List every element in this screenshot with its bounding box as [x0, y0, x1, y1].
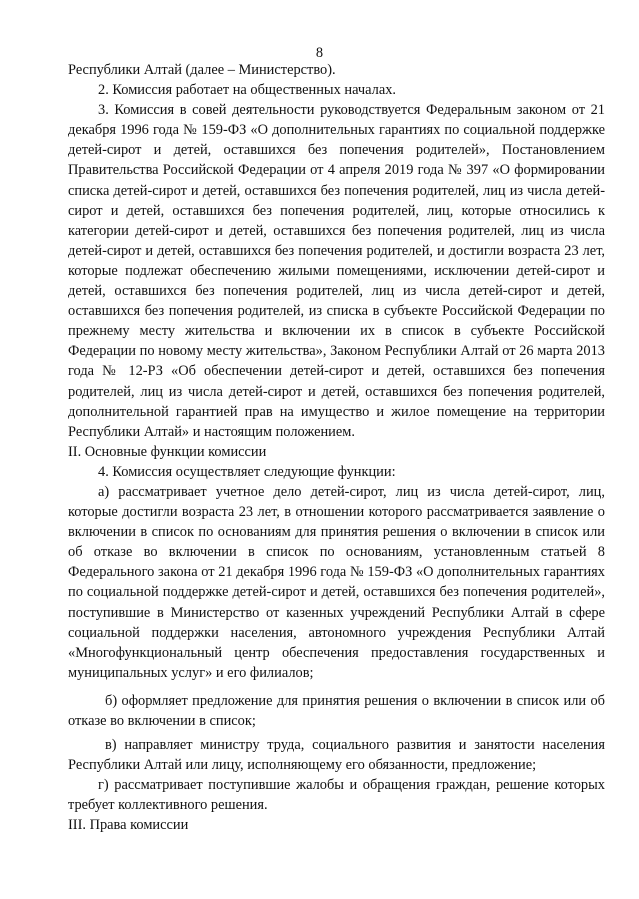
document-body: [68, 60, 605, 836]
paragraph-intro-continuation: Республики Алтай (далее – Министерство).: [68, 62, 336, 78]
paragraph-4-v: в) направляет министру труда, социального развития и занятости населения Республики Алтай или лицу, исполняющему его обязанности, предложение;: [68, 737, 605, 774]
section-2-heading: II. Основные функции комиссии: [68, 443, 267, 460]
paragraph-2: 2. Комиссия работает на общественных началах.: [98, 82, 397, 99]
paragraph-4-a: а) рассматривает учетное дело детей-сирот, лиц из числа детей-сирот, лиц, которые достигли возраста 23 лет, в отношении которого рассматривается заявление о включении в список по основаниям для принятия решения о включении в список или об отказе во включении в список по основаниям, установленным статьей 8 Федерального закона от 21 декабря 1996 года № 159-ФЗ «О дополнительных гарантиях по социальной поддержке детей-сирот и детей, оставшихся без попечения родителей», поступившие в Министерство от казенных учреждений Республики Алтай в сфере социальной поддержки населения, автономного учреждения Республики Алтай «Многофункциональный центр обеспечения предоставления государственных и муниципальных услуг» и его филиалов;: [68, 483, 605, 681]
page-number: 8: [315, 45, 324, 61]
paragraph-4-b: б) оформляет предложение для принятия решения о включении в список или об отказе во включении в список;: [68, 692, 605, 729]
section-3-heading: III. Права комиссии: [68, 817, 189, 834]
paragraph-4: 4. Комиссия осуществляет следующие функции:: [98, 463, 396, 480]
paragraph-3: 3. Комиссия в совей деятельности руководствуется Федеральным законом от 21 декабря 1996 года № 159-ФЗ «О дополнительных гарантиях по социальной поддержке детей-сирот и детей, оставшихся без попечения родителей», Постановлением Правительства Российской Федерации от 4 апреля 2019 года № 397 «О формировании списка детей-сирот и детей, оставшихся без попечения родителей, лиц из числа детей-сирот и детей, оставшихся без попечения родителей, лиц, которые относились к категории детей-сирот и детей, оставшихся без попечения родителей, лиц из числа детей-сирот и детей, оставшихся без попечения родителей, и достигли возраста 23 лет, которые подлежат обеспечению жилыми помещениями, исключении детей-сирот и детей, оставшихся без попечения родителей, лиц из числа детей-сирот и детей, оставшихся без попечения родителей, из списка в субъекте Российской Федерации по прежнему месту жительства и включении их в список в субъекте Российской Федерации по новому месту жительства», Законом Республики Алтай от 26 марта 2013 года № 12-РЗ «Об обеспечении детей-сирот и детей, оставшихся без попечения родителей, лиц из числа детей-сирот и детей, оставшихся без попечения родителей, дополнительной гарантией прав на имущество и жилое помещение на территории Республики Алтай» и настоящим положением.: [68, 102, 605, 440]
paragraph-4-g: г) рассматривает поступившие жалобы и обращения граждан, решение которых требует коллективного решения.: [68, 777, 605, 814]
